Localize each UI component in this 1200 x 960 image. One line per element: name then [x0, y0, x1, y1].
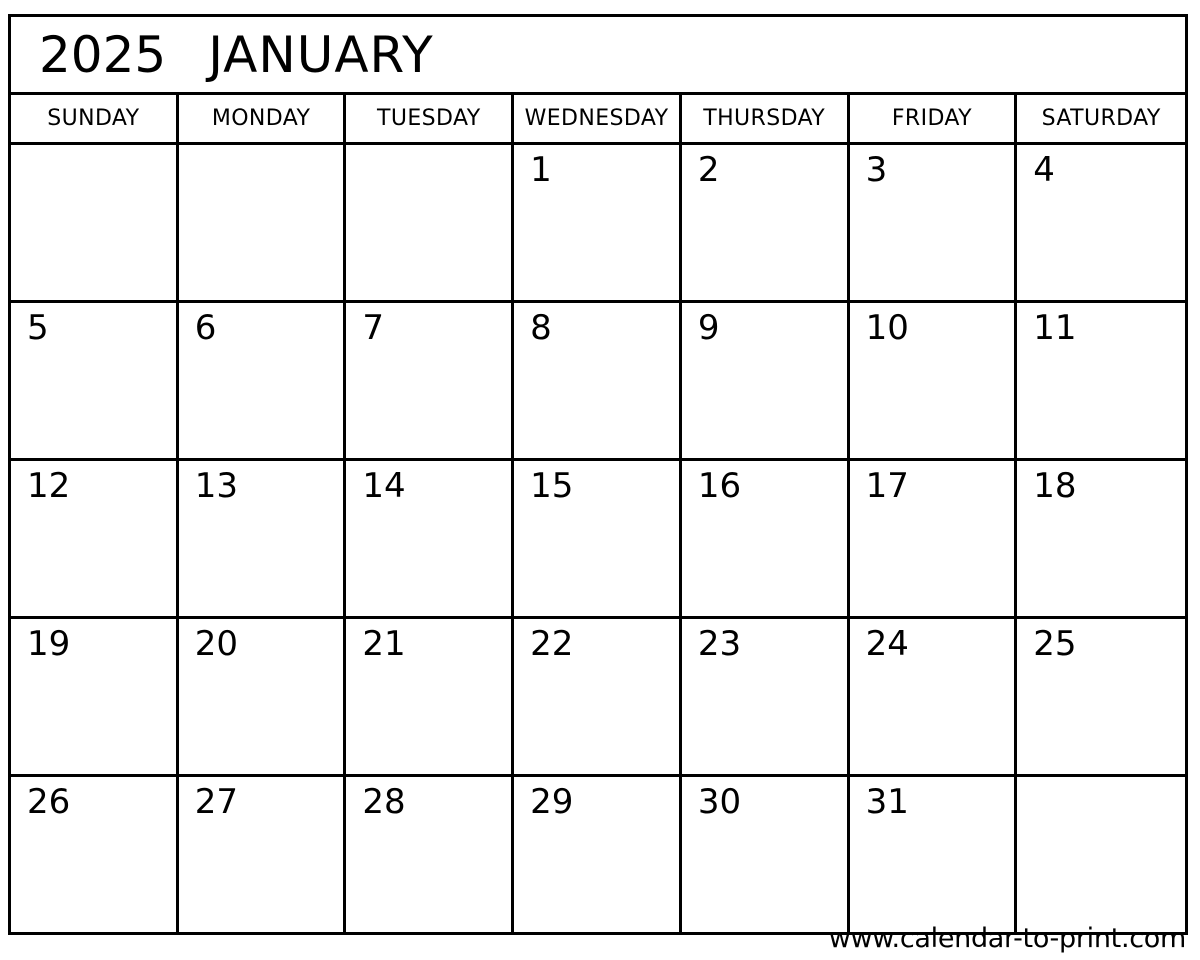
day-cell[interactable] [850, 303, 1018, 458]
day-number: 11 [1033, 308, 1077, 348]
day-number: 18 [1033, 466, 1077, 506]
day-number: 7 [362, 308, 385, 348]
day-number: 6 [194, 308, 217, 348]
weekday-thursday: THURSDAY [682, 95, 850, 142]
day-cell[interactable] [346, 303, 514, 458]
day-number: 14 [362, 466, 406, 506]
day-number: 1 [530, 150, 552, 190]
calendar-month: JANUARY [208, 25, 434, 84]
day-cell[interactable] [179, 145, 347, 300]
weekday-tuesday: TUESDAY [346, 95, 514, 142]
day-number: 24 [865, 624, 909, 664]
day-cell[interactable] [179, 461, 347, 616]
day-number: 2 [697, 150, 720, 190]
calendar-table [8, 14, 1188, 935]
week-row [11, 461, 1185, 619]
day-number: 30 [697, 782, 742, 822]
day-number: 29 [530, 782, 574, 822]
calendar-year: 2025 [39, 25, 167, 84]
day-cell[interactable] [346, 145, 514, 300]
day-number: 27 [194, 782, 238, 822]
day-cell[interactable] [682, 619, 850, 774]
day-number: 8 [530, 308, 552, 348]
day-number: 25 [1033, 624, 1077, 664]
day-cell[interactable] [1017, 619, 1185, 774]
day-number: 21 [362, 624, 406, 664]
day-number: 17 [865, 466, 909, 506]
day-cell[interactable] [1017, 777, 1185, 932]
day-cell[interactable] [1017, 145, 1185, 300]
day-number: 23 [697, 624, 742, 664]
weekday-friday: FRIDAY [850, 95, 1018, 142]
day-number: 3 [865, 150, 888, 190]
day-number: 31 [865, 782, 909, 822]
day-cell[interactable] [346, 461, 514, 616]
day-cell[interactable] [514, 619, 682, 774]
day-cell[interactable] [850, 145, 1018, 300]
day-cell[interactable] [11, 777, 179, 932]
day-number: 20 [194, 624, 238, 664]
day-cell[interactable] [682, 461, 850, 616]
day-cell[interactable] [514, 145, 682, 300]
day-cell[interactable] [179, 303, 347, 458]
day-cell[interactable] [11, 461, 179, 616]
day-number: 19 [27, 624, 71, 664]
day-cell[interactable] [850, 461, 1018, 616]
weekday-wednesday: WEDNESDAY [514, 95, 682, 142]
day-number: 12 [27, 466, 71, 506]
source-url: www.calendar-to-print.com [828, 923, 1186, 954]
day-number: 22 [530, 624, 574, 664]
day-cell[interactable] [11, 303, 179, 458]
day-cell[interactable] [179, 777, 347, 932]
day-number: 15 [530, 466, 574, 506]
day-number: 10 [865, 308, 909, 348]
day-cell[interactable] [11, 619, 179, 774]
weekday-monday: MONDAY [179, 95, 347, 142]
day-cell[interactable] [346, 619, 514, 774]
day-number: 9 [697, 308, 720, 348]
day-number: 4 [1033, 150, 1055, 190]
weekday-saturday: SATURDAY [1041, 106, 1161, 131]
day-number: 28 [362, 782, 406, 822]
weekday-sunday: SUNDAY [11, 95, 179, 142]
day-cell[interactable] [1017, 461, 1185, 616]
calendar-title [11, 17, 1185, 95]
week-row [11, 303, 1185, 461]
day-cell[interactable] [514, 777, 682, 932]
day-cell[interactable] [179, 619, 347, 774]
day-number: 13 [194, 466, 238, 506]
day-cell[interactable] [682, 145, 850, 300]
day-number: 5 [27, 308, 49, 348]
day-cell[interactable] [682, 777, 850, 932]
day-cell[interactable] [11, 145, 179, 300]
day-cell[interactable] [346, 777, 514, 932]
day-number: 16 [697, 466, 742, 506]
day-cell[interactable] [682, 303, 850, 458]
week-row [11, 145, 1185, 303]
day-number: 26 [27, 782, 71, 822]
day-cell[interactable] [514, 461, 682, 616]
day-cell[interactable] [850, 619, 1018, 774]
day-cell[interactable] [514, 303, 682, 458]
week-row [11, 619, 1185, 777]
day-cell[interactable] [850, 777, 1018, 932]
week-row [11, 777, 1185, 932]
day-cell[interactable] [1017, 303, 1185, 458]
weekday-header-row [11, 95, 1185, 145]
